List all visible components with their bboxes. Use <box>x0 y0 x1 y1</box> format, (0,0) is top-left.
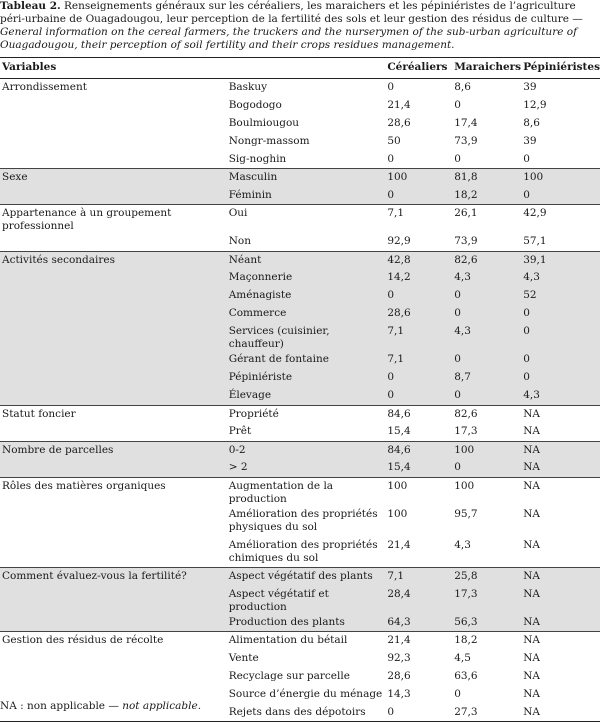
pepinieristes-value: NA <box>523 651 540 664</box>
caption-text-fr: Renseignements généraux sur les céréaliers, les maraichers et les pépiniéristes de l’agriculture péri-urbaine de Ouagadougou, leur perception de la fertilité des sols et leur gestion des résidus de culture — <box>0 0 583 25</box>
maraichers-value: 25,8 <box>454 568 523 586</box>
table-row <box>0 79 600 97</box>
pepinieristes-value: 39 <box>523 134 537 147</box>
footnote-text-en: not applicable. <box>122 700 202 712</box>
pepinieristes-value: 4,3 <box>523 269 600 287</box>
header-variables: Variables <box>0 58 229 79</box>
modality-cell: 0-2 <box>229 441 388 459</box>
modality-cell: Élevage <box>229 387 388 405</box>
cerealiers-value: 21,4 <box>387 98 411 111</box>
cerealiers-value: 92,3 <box>387 651 411 664</box>
modality-cell: Prêt <box>228 425 252 437</box>
table-row <box>0 423 600 441</box>
variable-cell <box>0 287 229 305</box>
maraichers-value: 17,3 <box>454 425 478 437</box>
modality-cell: Aspect végétatif des plants <box>229 568 388 586</box>
pepinieristes-value: NA <box>523 614 600 632</box>
maraichers-value: 18,2 <box>454 632 523 650</box>
pepinieristes-value: NA <box>523 687 540 700</box>
modality-cell: Pépiniériste <box>229 369 388 387</box>
table-row <box>0 269 600 287</box>
maraichers-value: 0 <box>454 687 461 700</box>
table-row <box>0 441 600 459</box>
pepinieristes-value: NA <box>523 669 540 682</box>
header-maraichers: Maraichers <box>454 58 523 79</box>
cerealiers-value: 15,4 <box>387 459 454 477</box>
cerealiers-value: 28,6 <box>387 669 411 682</box>
modality-cell: Baskuy <box>229 79 388 97</box>
modality-cell: Féminin <box>229 187 388 205</box>
modality-cell: Amélioration des propriétés physiques du sol <box>228 507 378 533</box>
modality-cell: Néant <box>229 251 388 269</box>
pepinieristes-value: 52 <box>523 287 600 305</box>
pepinieristes-value: NA <box>523 568 600 586</box>
maraichers-value: 81,8 <box>454 169 523 187</box>
table-row <box>0 251 600 269</box>
pepinieristes-value: 0 <box>523 323 600 351</box>
cerealiers-value: 0 <box>387 79 454 97</box>
cerealiers-value: 21,4 <box>387 538 411 551</box>
modality-cell: Maçonnerie <box>229 269 388 287</box>
footnote-text: NA : non applicable — <box>0 700 119 712</box>
variable-cell <box>0 97 229 115</box>
maraichers-value: 63,6 <box>454 669 478 682</box>
modality-cell: Recyclage sur parcelle <box>228 669 350 682</box>
table-row <box>0 233 600 251</box>
header-cerealiers: Céréaliers <box>387 58 454 79</box>
pepinieristes-value: NA <box>523 632 600 650</box>
modality-cell: Amélioration des propriétés chimiques du sol <box>228 538 378 564</box>
maraichers-value: 73,9 <box>454 134 478 147</box>
pepinieristes-value: 39 <box>523 79 600 97</box>
maraichers-value: 0 <box>454 387 523 405</box>
pepinieristes-value: 39,1 <box>523 251 600 269</box>
cerealiers-value: 21,4 <box>387 632 454 650</box>
cerealiers-value: 0 <box>387 287 454 305</box>
cerealiers-value: 50 <box>387 134 401 147</box>
table-row <box>0 351 600 369</box>
maraichers-value: 56,3 <box>454 614 523 632</box>
table-row <box>0 506 600 537</box>
table-row <box>0 323 600 351</box>
table-body <box>0 79 600 722</box>
table-row <box>0 632 600 650</box>
pepinieristes-value: NA <box>523 459 600 477</box>
maraichers-value: 0 <box>454 351 523 369</box>
variable-cell <box>0 233 229 251</box>
maraichers-value: 100 <box>454 441 523 459</box>
pepinieristes-value: NA <box>523 704 600 722</box>
maraichers-value: 0 <box>454 98 461 111</box>
variable-cell: Appartenance à un groupement professionnel <box>0 205 229 234</box>
pepinieristes-value: 0 <box>523 351 600 369</box>
modality-cell: Services (cuisinier, chauffeur) <box>229 323 388 351</box>
pepinieristes-value: NA <box>523 507 540 520</box>
maraichers-value: 4,3 <box>454 269 523 287</box>
maraichers-value: 73,9 <box>454 235 478 247</box>
table-row <box>0 169 600 187</box>
pepinieristes-value: 0 <box>523 152 530 165</box>
modality-cell: Rejets dans des dépotoirs <box>229 704 388 722</box>
maraichers-value: 0 <box>454 459 523 477</box>
table-row <box>0 668 600 686</box>
modality-cell: Propriété <box>229 405 388 423</box>
table-row <box>0 477 600 506</box>
cerealiers-value: 7,1 <box>387 351 454 369</box>
maraichers-value: 0 <box>454 287 523 305</box>
cerealiers-value: 0 <box>387 387 454 405</box>
modality-cell: Alimentation du bétail <box>229 632 388 650</box>
maraichers-value: 95,7 <box>454 507 478 520</box>
maraichers-value: 8,7 <box>454 369 523 387</box>
maraichers-value: 26,1 <box>454 205 523 234</box>
maraichers-value: 17,4 <box>454 116 478 129</box>
pepinieristes-value: 4,3 <box>523 387 600 405</box>
cerealiers-value: 84,6 <box>387 441 454 459</box>
maraichers-value: 0 <box>454 152 461 165</box>
modality-cell: Bogodogo <box>228 98 282 111</box>
variable-cell: Nombre de parcelles <box>0 441 229 459</box>
caption-text-en: General information on the cereal farmers, the truckers and the nurserymen of the sub-urban agriculture of Ouagadougou, their perception of soil fertility and their crops residues management. <box>0 26 577 51</box>
maraichers-value: 4,5 <box>454 651 471 664</box>
modality-cell: Augmentation de la production <box>229 477 388 506</box>
maraichers-value: 82,6 <box>454 405 523 423</box>
variable-cell <box>0 537 229 568</box>
maraichers-value: 17,3 <box>454 586 523 614</box>
modality-cell: Oui <box>229 205 388 234</box>
table-row <box>0 614 600 632</box>
variable-cell: Statut foncier <box>0 405 229 423</box>
table-row <box>0 205 600 234</box>
variable-cell: Comment évaluez-vous la fertilité? <box>0 568 229 586</box>
header-blank <box>229 58 388 79</box>
variable-cell <box>0 668 229 686</box>
table-header-row <box>0 58 600 79</box>
cerealiers-value: 15,4 <box>387 425 411 437</box>
variable-cell <box>0 650 229 668</box>
pepinieristes-value: NA <box>523 477 600 506</box>
cerealiers-value: 64,3 <box>387 614 454 632</box>
cerealiers-value: 7,1 <box>387 568 454 586</box>
table-row <box>0 568 600 586</box>
maraichers-value: 4,3 <box>454 323 523 351</box>
table-row <box>0 133 600 151</box>
variable-cell <box>0 133 229 151</box>
data-table <box>0 57 600 722</box>
cerealiers-value: 14,2 <box>387 269 454 287</box>
variable-cell <box>0 187 229 205</box>
variable-cell <box>0 115 229 133</box>
table-row <box>0 387 600 405</box>
modality-cell: Vente <box>228 651 259 664</box>
variable-cell <box>0 351 229 369</box>
modality-cell: Production des plants <box>229 614 388 632</box>
table-row <box>0 537 600 568</box>
pepinieristes-value: 0 <box>523 187 600 205</box>
modality-cell: Aspect végétatif et production <box>229 586 388 614</box>
header-pepinieristes: Pépiniéristes <box>523 58 600 79</box>
variable-cell: Sexe <box>0 169 229 187</box>
cerealiers-value: 7,1 <box>387 323 454 351</box>
pepinieristes-value: NA <box>523 538 540 551</box>
cerealiers-value: 28,4 <box>387 586 454 614</box>
variable-cell <box>0 323 229 351</box>
table-row <box>0 405 600 423</box>
table-row <box>0 459 600 477</box>
maraichers-value: 4,3 <box>454 538 471 551</box>
cerealiers-value: 28,6 <box>387 305 454 323</box>
modality-cell: Commerce <box>229 305 388 323</box>
pepinieristes-value: NA <box>523 586 600 614</box>
table-row <box>0 97 600 115</box>
variable-cell: Arrondissement <box>0 79 229 97</box>
maraichers-value: 100 <box>454 477 523 506</box>
cerealiers-value: 0 <box>387 704 454 722</box>
table-row <box>0 187 600 205</box>
cerealiers-value: 14,3 <box>387 687 411 700</box>
variable-cell <box>0 586 229 614</box>
modality-cell: Sig-noghin <box>228 152 287 165</box>
variable-cell <box>0 151 229 169</box>
variable-cell: Gestion des résidus de récolte <box>0 632 229 650</box>
pepinieristes-value: 12,9 <box>523 98 547 111</box>
modality-cell: Nongr-massom <box>228 134 310 147</box>
maraichers-value: 27,3 <box>454 704 523 722</box>
modality-cell: Masculin <box>229 169 388 187</box>
table-row <box>0 287 600 305</box>
variable-cell <box>0 614 229 632</box>
pepinieristes-value: NA <box>523 425 540 437</box>
table-row <box>0 650 600 668</box>
table-caption <box>0 0 596 52</box>
cerealiers-value: 42,8 <box>387 251 454 269</box>
cerealiers-value: 0 <box>387 369 454 387</box>
pepinieristes-value: 42,9 <box>523 205 600 234</box>
cerealiers-value: 0 <box>387 152 394 165</box>
caption-label: Tableau 2. <box>0 0 61 12</box>
variable-cell <box>0 423 229 441</box>
modality-cell: Gérant de fontaine <box>229 351 388 369</box>
cerealiers-value: 100 <box>387 477 454 506</box>
pepinieristes-value: 8,6 <box>523 116 540 129</box>
cerealiers-value: 84,6 <box>387 405 454 423</box>
table-footnote <box>0 700 201 712</box>
variable-cell <box>0 305 229 323</box>
pepinieristes-value: 0 <box>523 369 600 387</box>
variable-cell <box>0 459 229 477</box>
cerealiers-value: 100 <box>387 507 408 520</box>
modality-cell: Boulmiougou <box>228 116 300 129</box>
table-row <box>0 305 600 323</box>
cerealiers-value: 28,6 <box>387 116 411 129</box>
maraichers-value: 18,2 <box>454 187 523 205</box>
cerealiers-value: 92,9 <box>387 235 411 247</box>
maraichers-value: 8,6 <box>454 79 523 97</box>
pepinieristes-value: 100 <box>523 169 600 187</box>
maraichers-value: 0 <box>454 305 523 323</box>
pepinieristes-value: 57,1 <box>523 235 547 247</box>
table-row <box>0 369 600 387</box>
pepinieristes-value: NA <box>523 405 600 423</box>
variable-cell <box>0 369 229 387</box>
variable-cell: Rôles des matières organiques <box>0 477 229 506</box>
table-row <box>0 151 600 169</box>
modality-cell: Source d’énergie du ménage <box>228 687 383 700</box>
variable-cell: Activités secondaires <box>0 251 229 269</box>
modality-cell: > 2 <box>229 459 388 477</box>
cerealiers-value: 7,1 <box>387 205 454 234</box>
variable-cell <box>0 387 229 405</box>
maraichers-value: 82,6 <box>454 251 523 269</box>
modality-cell: Aménagiste <box>229 287 388 305</box>
pepinieristes-value: NA <box>523 441 600 459</box>
pepinieristes-value: 0 <box>523 305 600 323</box>
cerealiers-value: 100 <box>387 169 454 187</box>
table-row <box>0 115 600 133</box>
modality-cell: Non <box>228 235 251 247</box>
variable-cell <box>0 269 229 287</box>
table-row <box>0 586 600 614</box>
variable-cell <box>0 506 229 537</box>
cerealiers-value: 0 <box>387 187 454 205</box>
